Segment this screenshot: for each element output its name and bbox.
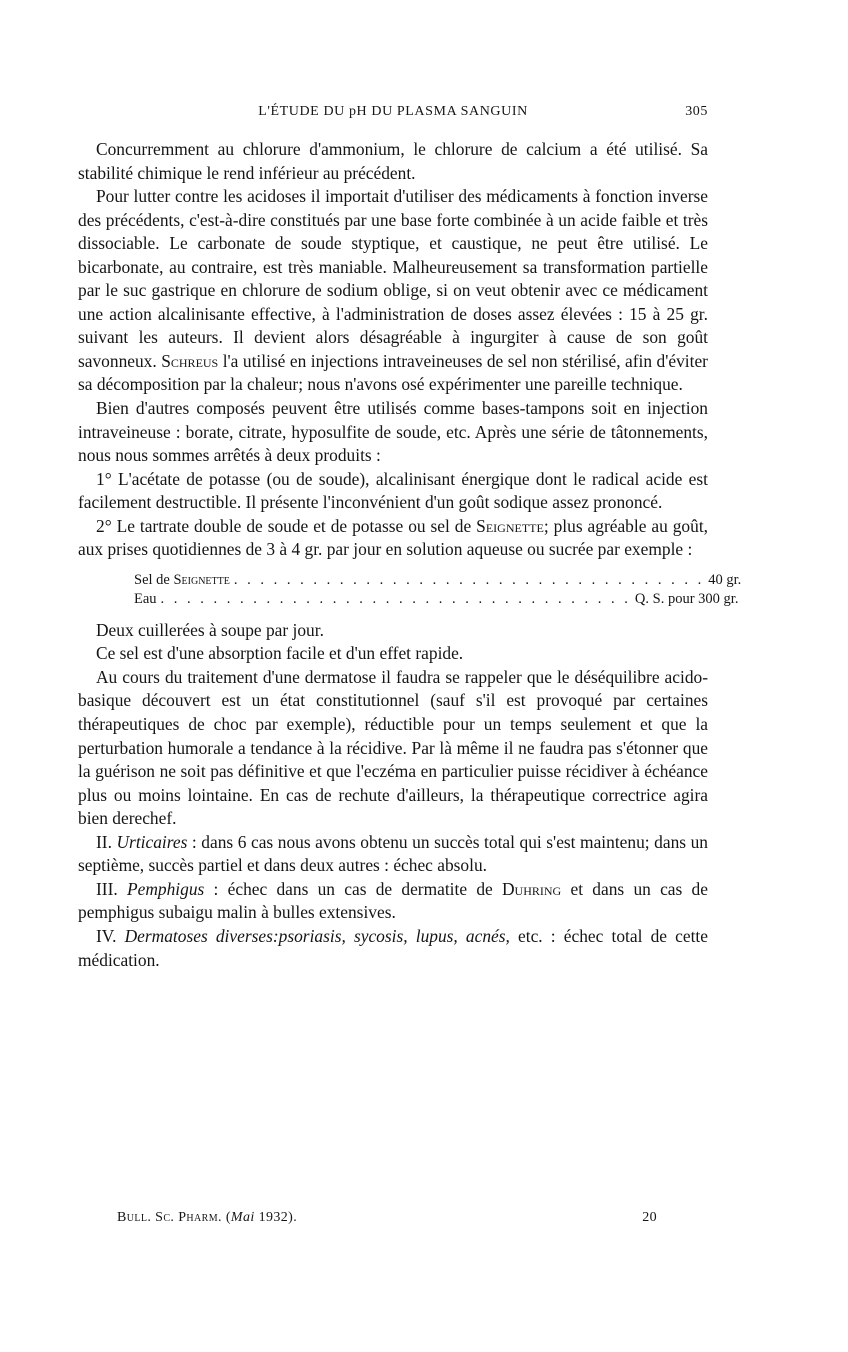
recipe-quantity: 40 gr. — [708, 571, 742, 588]
paragraph-text: l'a utilisé en injections intraveineuses de sel non stérilisé, afin d'éviter sa décomposition par la chaleur; nous n'avons osé expérimenter une pareille technique. — [78, 350, 708, 395]
paragraph-text: et dans un cas de pemphigus subaigu malin à bulles extensives. — [78, 878, 708, 923]
recipe-ingredient — [134, 571, 230, 591]
paragraph — [78, 515, 708, 562]
paragraph — [78, 925, 708, 972]
section-term: Dermatoses diverses: — [124, 925, 279, 946]
paragraph — [78, 878, 708, 925]
recipe-ingredient-name: Seignette — [173, 571, 230, 588]
recipe-quantity: Q. S. pour 300 gr. — [634, 591, 739, 608]
paragraph: Au cours du traitement d'une dermatose il faudra se rappeler que le déséquilibre acido-basique découvert est un état constitutionnel (sauf s'il est provoqué par certaines thérapeutiques de choc par exemple), réductible pour un temps seulement et que la perturbation humorale a tendance à la récidive. Par là même il ne faudra pas s'étonner que la guérison ne soit pas définitive et que l'eczéma en particulier puisse récidiver à échéance plus ou moins lointaine. En cas de rechute d'ailleurs, la thérapeutique correctrice agira bien derechef. — [78, 666, 708, 829]
section-number: III. — [96, 878, 118, 899]
recipe-ingredient-prefix: Sel de — [134, 571, 170, 588]
recipe-line — [134, 590, 739, 610]
signature-number: 20 — [642, 1210, 657, 1225]
author-name: Seignette — [476, 515, 544, 536]
author-name: Schreus — [161, 350, 219, 371]
paragraph: Bien d'autres composés peuvent être utilisés comme bases-tampons soit en injection intraveineuse : borate, citrate, hyposulfite de soude, etc. Après une série de tâtonnements, nous nous sommes arrêtés à deux produits : — [78, 398, 708, 466]
section-number: II. — [96, 831, 112, 852]
paragraph: Concurremment au chlorure d'ammonium, le chlorure de calcium a été utilisé. Sa stabilité chimique le rend inférieur au précédent. — [78, 139, 708, 183]
footer-year: 1932). — [258, 1210, 298, 1225]
paragraph-text: ; plus agréable au goût, aux prises quotidiennes de 3 à 4 gr. par jour en solution aqueuse ou sucrée par exemple : — [78, 515, 708, 560]
dot-leader: . . . . . . . . . . . . . . . . . . . . . . . . . . . . . . . . . . . . — [160, 591, 631, 608]
recipe-ingredient: Eau — [134, 591, 157, 608]
section-term-list: psoriasis, sycosis, lupus, acnés, — [278, 925, 510, 946]
running-title: L'ÉTUDE DU pH DU PLASMA SANGUIN — [258, 104, 528, 119]
paragraph-text: : dans 6 cas nous avons obtenu un succès total qui s'est maintenu; dans un septième, succès partiel et dans deux autres : échec absolu. — [78, 831, 708, 876]
paragraph: Deux cuillerées à soupe par jour. — [96, 619, 324, 640]
section-number: IV. — [96, 925, 117, 946]
journal-abbrev: Bull. Sc. Pharm. — [117, 1210, 222, 1225]
paragraph-text: Pour lutter contre les acidoses il importait d'utiliser des médicaments à fonction inverse des précédents, c'est-à-dire constitués par une base forte combinée à un acide faible et très dissociable. Le carbonate de soude styptique, et caustique, ne peut être utilisé. Le bicarbonate, au contraire, est très maniable. Malheureusement sa transformation partielle par le suc gastrique en chlorure de sodium oblige, si on veut obtenir avec ce médicament une action alcalinisante effective, à l'administration de doses assez élevées : 15 à 25 gr. suivant les auteurs. Il devient alors désagréable à ingurgiter à cause de son goût savonneux. — [78, 186, 708, 371]
paragraph-text: etc. : échec total de cette médication. — [78, 925, 708, 970]
recipe-line — [134, 571, 742, 591]
section-term: Urticaires — [116, 831, 188, 852]
paragraph — [78, 185, 708, 397]
paragraph: Ce sel est d'une absorption facile et d'un effet rapide. — [96, 643, 464, 664]
footer-month: Mai — [230, 1210, 255, 1225]
prescription-recipe — [134, 571, 742, 610]
paragraph-text: 2° Le tartrate double de soude et de potasse ou sel de — [96, 515, 472, 536]
author-name: Duhring — [502, 878, 562, 899]
section-term: Pemphigus — [127, 878, 205, 899]
footer-paren: ( — [225, 1210, 231, 1225]
paragraph — [78, 831, 708, 878]
paragraph: 1° L'acétate de potasse (ou de soude), alcalinisant énergique dont le radical acide est facilement destructible. Il présente l'inconvénient d'un goût sodique assez prononcé. — [78, 468, 708, 513]
page-number: 305 — [685, 104, 708, 119]
page-footer — [117, 1210, 657, 1226]
body-text — [78, 138, 742, 972]
dot-leader: . . . . . . . . . . . . . . . . . . . . . . . . . . . . . . . . . . . . — [233, 571, 705, 588]
paragraph-text: : échec dans un cas de dermatite de — [204, 878, 493, 899]
